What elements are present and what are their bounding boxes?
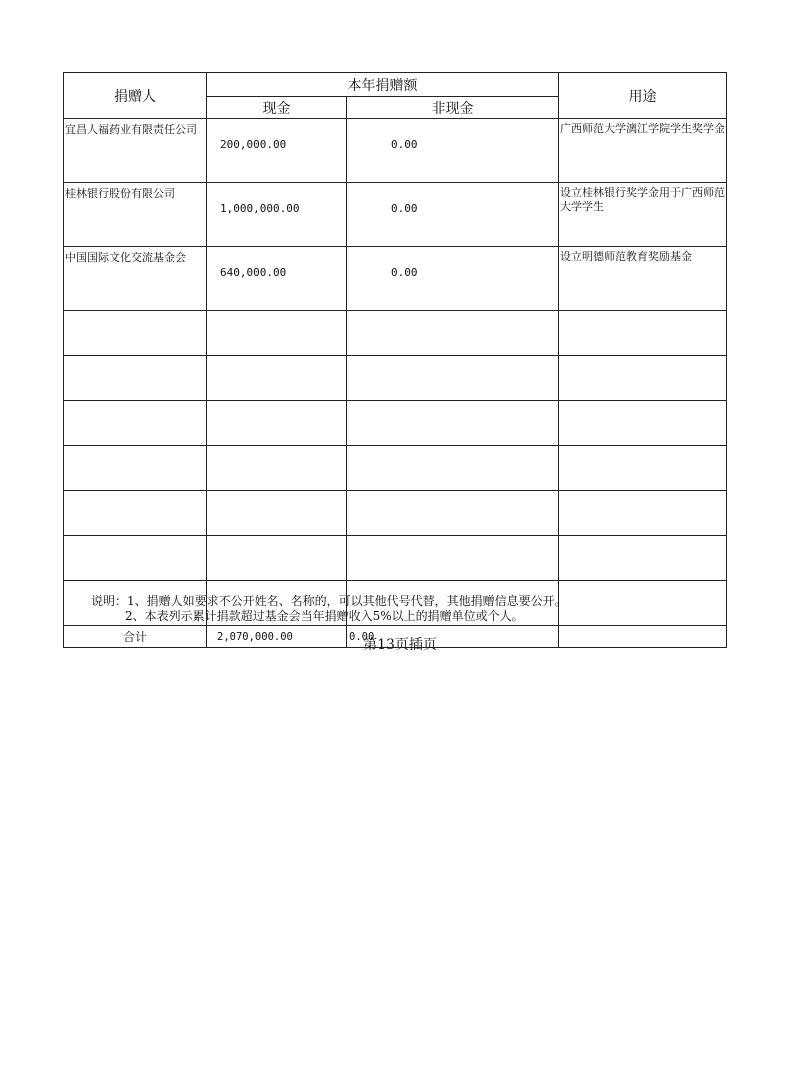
empty-cell [64, 311, 207, 356]
empty-cell [207, 536, 347, 581]
empty-row [64, 491, 727, 536]
empty-cell [559, 491, 727, 536]
empty-row [64, 536, 727, 581]
note-line-2: 2、本表列示累计捐款超过基金会当年捐赠收入5%以上的捐赠单位或个人。 [125, 609, 524, 623]
empty-cell [207, 311, 347, 356]
empty-cell [64, 446, 207, 491]
notes [91, 594, 567, 624]
note-line-1: 说明：1、捐赠人如要求不公开姓名、名称的，可以其他代号代替，其他捐赠信息要公开。 [91, 594, 567, 608]
donation-table [63, 72, 727, 648]
empty-cell [347, 401, 559, 446]
empty-cell [347, 491, 559, 536]
empty-cell [347, 356, 559, 401]
empty-row [64, 311, 727, 356]
purpose-cell: 设立桂林银行奖学金用于广西师范大学学生 [559, 183, 727, 247]
empty-cell [207, 491, 347, 536]
cash-cell: 200,000.00 [207, 119, 347, 183]
cash-cell: 640,000.00 [207, 247, 347, 311]
empty-cell [64, 491, 207, 536]
empty-row [64, 356, 727, 401]
empty-cell [559, 311, 727, 356]
empty-cell [559, 356, 727, 401]
empty-cell [64, 356, 207, 401]
donor-cell: 中国国际文化交流基金会 [64, 247, 207, 311]
header-cash: 现金 [207, 97, 347, 119]
header-row-1 [64, 73, 727, 97]
header-non-cash: 非现金 [347, 97, 559, 119]
non-cash-cell: 0.00 [347, 247, 559, 311]
purpose-cell: 设立明德师范教育奖励基金 [559, 247, 727, 311]
total-label: 合计 [64, 626, 207, 648]
empty-cell [559, 536, 727, 581]
empty-cell [347, 446, 559, 491]
empty-cell [207, 356, 347, 401]
empty-cell [347, 536, 559, 581]
total-cash: 2,070,000.00 [207, 626, 347, 648]
total-non-cash: 0.00 [347, 626, 559, 648]
donor-cell: 宜昌人福药业有限责任公司 [64, 119, 207, 183]
empty-row [64, 446, 727, 491]
page-label: 第13页插页 [363, 637, 437, 653]
table-row [64, 119, 727, 183]
empty-cell [64, 536, 207, 581]
empty-row [64, 401, 727, 446]
non-cash-cell: 0.00 [347, 119, 559, 183]
empty-cell [347, 311, 559, 356]
non-cash-cell: 0.00 [347, 183, 559, 247]
table-row [64, 183, 727, 247]
header-purpose: 用途 [559, 73, 727, 119]
donor-cell: 桂林银行股份有限公司 [64, 183, 207, 247]
empty-cell [559, 446, 727, 491]
empty-cell [207, 446, 347, 491]
purpose-cell: 广西师范大学漓江学院学生奖学金 [559, 119, 727, 183]
empty-cell [559, 581, 727, 626]
cash-cell: 1,000,000.00 [207, 183, 347, 247]
empty-cell [207, 401, 347, 446]
empty-cell [559, 401, 727, 446]
empty-cell [64, 401, 207, 446]
header-amount-group: 本年捐赠额 [207, 73, 559, 97]
header-donor: 捐赠人 [64, 73, 207, 119]
table-row [64, 247, 727, 311]
